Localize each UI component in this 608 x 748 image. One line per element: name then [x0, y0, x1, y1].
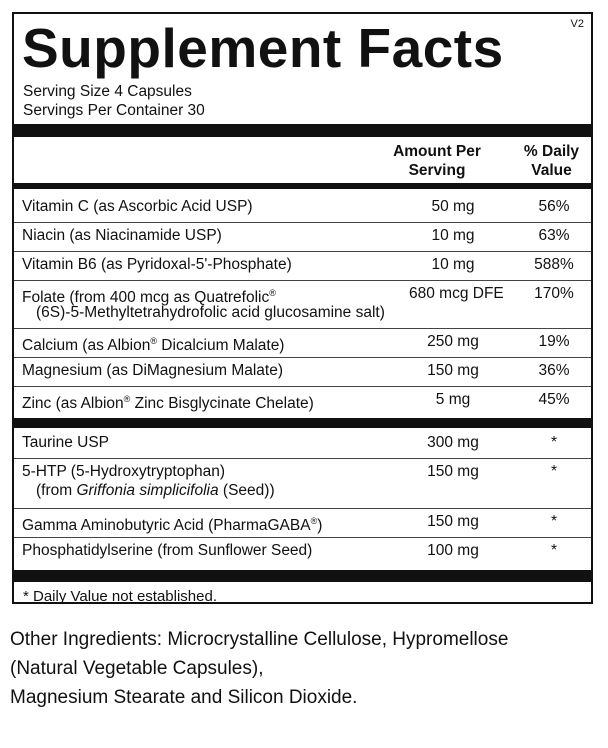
registered-mark: ® [150, 336, 157, 346]
other-ingredients-line2: (Natural Vegetable Capsules), [10, 658, 264, 679]
registered-mark: ® [269, 288, 276, 298]
nutrient-amount: 680 mcg DFE [409, 285, 504, 302]
servings-per-container: Servings Per Container 30 [23, 102, 205, 119]
nutrient-amount: 300 mg [427, 434, 479, 451]
nutrient-dv: 170% [534, 285, 574, 302]
nutrient-name: Phosphatidylserine (from Sunflower Seed) [22, 542, 313, 559]
amount-header-line2: Serving [408, 162, 466, 179]
nutrient-row-niacin [14, 223, 591, 252]
htp-source-species: Griffonia simplicifolia [76, 482, 219, 499]
daily-value-footnote: * Daily Value not established. [23, 588, 218, 605]
nutrient-amount: 10 mg [431, 256, 475, 273]
nutrient-row-gaba [14, 509, 591, 538]
other-ingredients [10, 625, 600, 712]
nutrient-dv: 63% [538, 227, 570, 244]
nutrient-row-folate [14, 281, 591, 329]
header-divider [14, 183, 591, 189]
nutrient-amount: 10 mg [431, 227, 475, 244]
nutrient-row-5-htp [14, 459, 591, 509]
nutrient-row-zinc [14, 387, 591, 415]
other-ingredients-line1: Other Ingredients: Microcrystalline Cellulose, Hypromellose [10, 629, 509, 650]
nutrient-row-vitamin-c [14, 194, 591, 223]
nutrient-amount: 100 mg [427, 542, 479, 559]
nutrient-dv: 588% [534, 256, 574, 273]
bottom-divider [14, 570, 591, 582]
registered-mark: ® [123, 394, 131, 404]
nutrient-amount: 150 mg [427, 513, 479, 530]
nutrient-name: Niacin (as Niacinamide USP) [22, 227, 222, 244]
nutrient-amount: 5 mg [435, 391, 471, 408]
nutrient-name: 5-HTP (5-Hydroxytryptophan) [22, 463, 226, 480]
daily-value-header [509, 142, 594, 180]
zinc-name-text: Zinc (as Albion [22, 395, 124, 413]
calcium-name-rest: Dicalcium Malate) [157, 337, 285, 355]
htp-source-pre: (from [36, 482, 77, 499]
nutrient-dv: 36% [538, 362, 570, 379]
nutrient-name: Magnesium (as DiMagnesium Malate) [22, 362, 284, 379]
dv-header-line1: % Daily [523, 143, 580, 160]
nutrient-name: Vitamin C (as Ascorbic Acid USP) [22, 198, 253, 215]
zinc-name-rest: Zinc Bisglycinate Chelate) [130, 395, 314, 413]
section-divider [14, 418, 591, 428]
nutrient-name: Vitamin B6 (as Pyridoxal-5'-Phosphate) [22, 256, 292, 273]
nutrient-subname: (6S)-5-Methyltetrahydrofolic acid glucosamine salt) [36, 304, 385, 321]
nutrient-dv: 45% [538, 391, 570, 408]
nutrient-row-taurine [14, 430, 591, 459]
nutrient-row-phosphatidylserine [14, 538, 591, 566]
htp-source-post: (Seed)) [218, 482, 275, 499]
amount-per-serving-header [382, 142, 492, 180]
dv-header-line2: Value [531, 162, 572, 179]
nutrient-amount: 150 mg [427, 463, 479, 480]
nutrient-dv: * [550, 463, 558, 480]
nutrient-amount: 150 mg [427, 362, 479, 379]
nutrient-dv: * [550, 434, 558, 451]
thick-divider [14, 124, 591, 137]
supplement-facts-panel [12, 12, 593, 604]
nutrient-row-calcium [14, 329, 591, 358]
nutrient-row-vitamin-b6 [14, 252, 591, 281]
registered-mark: ® [310, 516, 318, 526]
nutrient-dv: * [550, 542, 558, 559]
amount-header-line1: Amount Per [393, 143, 481, 160]
folate-name-text: Folate (from 400 mcg as Quatrefolic [22, 289, 270, 307]
nutrient-dv: 56% [538, 198, 570, 215]
label-title: Supplement Facts [22, 17, 504, 79]
gaba-name-text: Gamma Aminobutyric Acid (PharmaGABA [22, 517, 311, 535]
nutrient-name [22, 332, 284, 355]
nutrient-dv: * [550, 513, 558, 530]
nutrient-amount: 250 mg [427, 333, 479, 350]
gaba-name-rest: ) [317, 517, 323, 535]
nutrient-subname [36, 481, 275, 500]
nutrient-name [22, 512, 322, 535]
other-ingredients-line3: Magnesium Stearate and Silicon Dioxide. [10, 687, 358, 708]
version-label: V2 [570, 18, 584, 30]
nutrient-name: Taurine USP [22, 434, 110, 451]
nutrient-amount: 50 mg [431, 198, 475, 215]
nutrient-dv: 19% [538, 333, 570, 350]
serving-size: Serving Size 4 Capsules [23, 83, 192, 100]
nutrient-name [22, 390, 314, 413]
nutrient-row-magnesium [14, 358, 591, 387]
calcium-name-text: Calcium (as Albion [22, 337, 151, 355]
